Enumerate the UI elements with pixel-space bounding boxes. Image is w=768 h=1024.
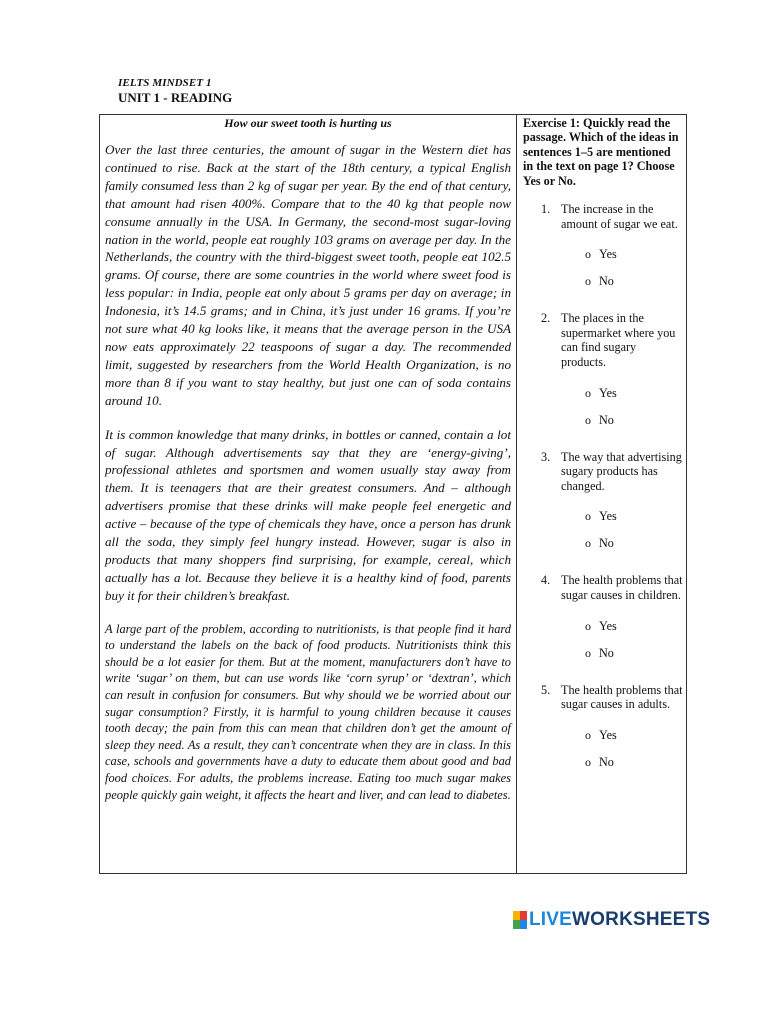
passage-paragraph-3: A large part of the problem, according to nutritionists, is that people find it hard to understand the labels on the back of food products. Nutritionists think this should be a lot easier for them. But at the moment, manufacturers don’t have to write ‘sugar’ on them, but can use words like ‘corn syrup’ or ‘dextran’, which can result in confusion for consumers. But why should we be worried about our sugar consumption? Firstly, it is harmful to young children because it causes tooth decay; the pain from this can mean that children don’t get the amount of sleep they need. As a result, they can’t concentrate when they are in class. In this case, schools and governments have a duty to educate them about good and bad food choices. For adults, the problems increase. Eating too much sugar makes people quickly gain weight, it affects the heart and liver, and can lead to diabetes. [105, 621, 511, 802]
option-label: Yes [599, 727, 617, 742]
option-yes[interactable] [523, 619, 683, 646]
logo-mark-square [520, 911, 527, 920]
question-number: 5. [541, 682, 551, 697]
option-label: Yes [599, 618, 617, 633]
question-text [523, 683, 683, 712]
option-label: No [599, 536, 614, 551]
logo-mark-square [520, 920, 527, 929]
option-label: No [599, 412, 614, 427]
question-3 [523, 450, 683, 564]
passage-title: How our sweet tooth is hurting us [224, 116, 392, 130]
question-label: The health problems that sugar causes in children. [561, 573, 683, 602]
logo-wordmark [529, 909, 710, 931]
radio-bullet-icon[interactable]: o [585, 727, 591, 742]
question-5 [523, 683, 683, 782]
exercise-instructions: Exercise 1: Quickly read the passage. Which of the ideas in sentences 1–5 are mentioned in the text on page 1? Choose Yes or No. [523, 116, 679, 188]
content-table [99, 114, 687, 874]
option-label: No [599, 754, 614, 769]
question-number: 4. [541, 573, 551, 588]
question-text [523, 573, 683, 602]
question-2 [523, 311, 683, 439]
course-title: IELTS MINDSET 1 [118, 77, 212, 89]
option-yes[interactable] [523, 728, 683, 755]
question-text [523, 450, 683, 494]
option-label: Yes [599, 385, 617, 400]
option-label: No [599, 645, 614, 660]
question-number: 2. [541, 311, 551, 326]
logo-mark-square [513, 920, 520, 929]
liveworksheets-mark-icon [513, 911, 527, 929]
question-label: The way that advertising sugary products has changed. [561, 449, 682, 493]
option-no[interactable] [523, 413, 683, 440]
logo-text-live: LIVE [529, 909, 573, 930]
question-label: The places in the supermarket where you can find sugary products. [561, 311, 676, 369]
question-label: The health problems that sugar causes in adults. [561, 682, 683, 712]
radio-bullet-icon[interactable]: o [585, 412, 591, 427]
radio-bullet-icon[interactable]: o [585, 385, 591, 400]
option-yes[interactable] [523, 247, 683, 274]
liveworksheets-logo [513, 909, 710, 931]
logo-text-worksheets: WORKSHEETS [572, 909, 711, 930]
column-divider [516, 115, 517, 873]
question-label: The increase in the amount of sugar we eat. [561, 202, 678, 231]
option-no[interactable] [523, 274, 683, 301]
passage-paragraph-1: Over the last three centuries, the amount of sugar in the Western diet has continued to rise. Back at the start of the 18th century, a typical English family consumed less than 2 kg of sugar per year. By the end of that century, that amount had risen 400%. Compare that to the 40 kg that people now consume annually in the USA. In Germany, the second-most sugar-loving nation in the world, people eat roughly 103 grams on average per day. In the Netherlands, the country with the third-biggest sweet tooth, people eat 102.5 grams. Of course, there are some countries in the world where sweet food is less popular: in India, people eat only about 5 grams per day on average; in Indonesia, it’s 14.5 grams; and in China, it’s just under 16 grams. If you’re not sure what 40 kg looks like, it means that the average person in the USA now eats approximately 22 teaspoons of sugar a day. The recommended limit, suggested by researchers from the World Health Organization, is no more than 8 if you want to stay healthy, but just one can of soda contains around 10. [105, 142, 511, 408]
unit-title: UNIT 1 - READING [118, 90, 233, 105]
exercise-column [523, 115, 683, 792]
radio-bullet-icon[interactable]: o [585, 618, 591, 633]
question-number: 1. [541, 202, 551, 217]
radio-bullet-icon[interactable]: o [585, 247, 591, 262]
passage-paragraph-2: It is common knowledge that many drinks, in bottles or canned, contain a lot of sugar. Although advertisements say that they are ‘energy-giving’, professional athletes and sportsmen and women usually stay away from them. It is teenagers that are their greatest consumers. And – although advertisers promise that these drinks will make people feel energetic and active – because of the type of chemicals they have, once a person has drunk all the soda, they simply feel hungry instead. However, sugar is also in products that many shoppers find surprising, for example, cereal, which actually has a lot. Because they believe it is a healthy kind of food, parents buy it for their children’s breakfast. [105, 426, 511, 603]
passage-column [105, 115, 511, 819]
question-text [523, 202, 683, 231]
radio-bullet-icon[interactable]: o [585, 274, 591, 289]
option-label: Yes [599, 509, 617, 524]
option-yes[interactable] [523, 509, 683, 536]
question-4 [523, 573, 683, 672]
option-label: No [599, 274, 614, 289]
radio-bullet-icon[interactable]: o [585, 536, 591, 551]
option-no[interactable] [523, 536, 683, 563]
option-yes[interactable] [523, 386, 683, 413]
logo-mark-square [513, 911, 520, 920]
question-number: 3. [541, 449, 551, 464]
option-no[interactable] [523, 755, 683, 782]
radio-bullet-icon[interactable]: o [585, 509, 591, 524]
option-no[interactable] [523, 646, 683, 673]
option-label: Yes [599, 247, 617, 262]
question-text [523, 311, 683, 369]
radio-bullet-icon[interactable]: o [585, 645, 591, 660]
radio-bullet-icon[interactable]: o [585, 754, 591, 769]
question-1 [523, 202, 683, 301]
